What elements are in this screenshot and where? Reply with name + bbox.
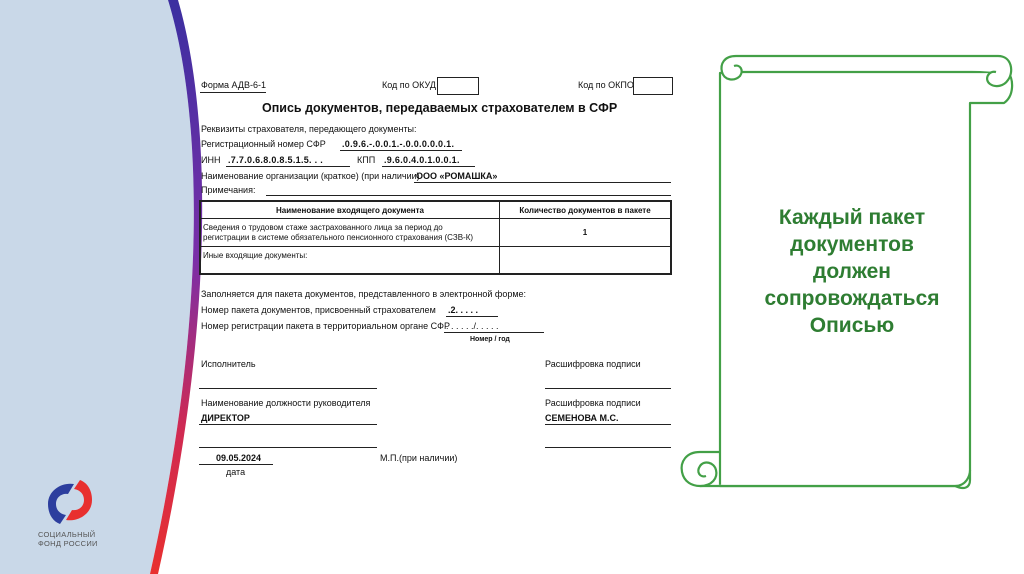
- callout-text-line2: документов: [790, 233, 914, 256]
- kpp-value: .9.6.0.4.0.1.0.0.1.: [384, 155, 460, 165]
- signature-decode-label-1: Расшифровка подписи: [545, 359, 641, 369]
- position-label: Наименование должности руководителя: [201, 398, 371, 408]
- kpp-label: КПП: [357, 155, 376, 165]
- table-header-name: Наименование входящего документа: [199, 200, 500, 219]
- callout-text-line1: Каждый пакет: [778, 206, 926, 229]
- table-row: Сведения о трудовом стаже застрахованного лица за период до регистрации в системе обязательного пенсионного страхования (СЗВ-К): [199, 218, 500, 247]
- reg-number-label: Регистрационный номер СФР: [201, 139, 326, 149]
- callout-text-line5: Описью: [809, 314, 895, 337]
- inn-label: ИНН: [201, 155, 221, 165]
- requisites-label: Реквизиты страхователя, передающего документы:: [201, 124, 417, 134]
- package-number-value: .2. . . . .: [448, 305, 479, 315]
- org-name-value: ООО «РОМАШКА»: [416, 171, 498, 181]
- table-row-count: 1: [499, 218, 672, 247]
- callout-text: [722, 204, 982, 339]
- org-name-label: Наименование организации (краткое) (при наличии): [201, 171, 420, 181]
- stamp-label: М.П.(при наличии): [380, 453, 458, 463]
- form-code: Форма АДВ-6-1: [201, 80, 266, 90]
- reg-number-value: .0.9.6.-.0.0.1.-.0.0.0.0.0.1.: [342, 139, 455, 149]
- number-year-caption: Номер / год: [470, 336, 510, 343]
- package-number-label: Номер пакета документов, присвоенный страхователем: [201, 305, 436, 315]
- callout-text-line3: должен: [813, 260, 891, 283]
- date-value: 09.05.2024: [216, 453, 262, 463]
- signature-decode-label-2: Расшифровка подписи: [545, 398, 641, 408]
- reg-package-value: . . . . . ./. . . . .: [446, 321, 499, 331]
- inn-value: .7.7.0.6.8.0.8.5.1.5. . .: [228, 155, 324, 165]
- position-value: ДИРЕКТОР: [201, 413, 250, 423]
- date-label: дата: [226, 467, 246, 477]
- okpo-label: Код по ОКПО: [578, 80, 634, 90]
- table-row: Иные входящие документы:: [199, 246, 500, 275]
- electronic-label: Заполняется для пакета документов, представленного в электронной форме:: [201, 289, 527, 299]
- form-title: Опись документов, передаваемых страхователем в СФР: [262, 101, 618, 115]
- signature-decode-value: СЕМЕНОВА М.С.: [545, 413, 619, 423]
- logo-text-line1: СОЦИАЛЬНЫЙ: [38, 530, 96, 539]
- table-header-count: Количество документов в пакете: [499, 200, 672, 219]
- logo-text-line2: ФОНД РОССИИ: [38, 539, 98, 548]
- executor-label: Исполнитель: [201, 359, 256, 369]
- reg-package-label: Номер регистрации пакета в территориальном органе СФР: [201, 321, 450, 331]
- notes-label: Примечания:: [201, 185, 256, 195]
- callout-text-line4: сопровождаться: [764, 287, 940, 310]
- okud-label: Код по ОКУД: [382, 80, 436, 90]
